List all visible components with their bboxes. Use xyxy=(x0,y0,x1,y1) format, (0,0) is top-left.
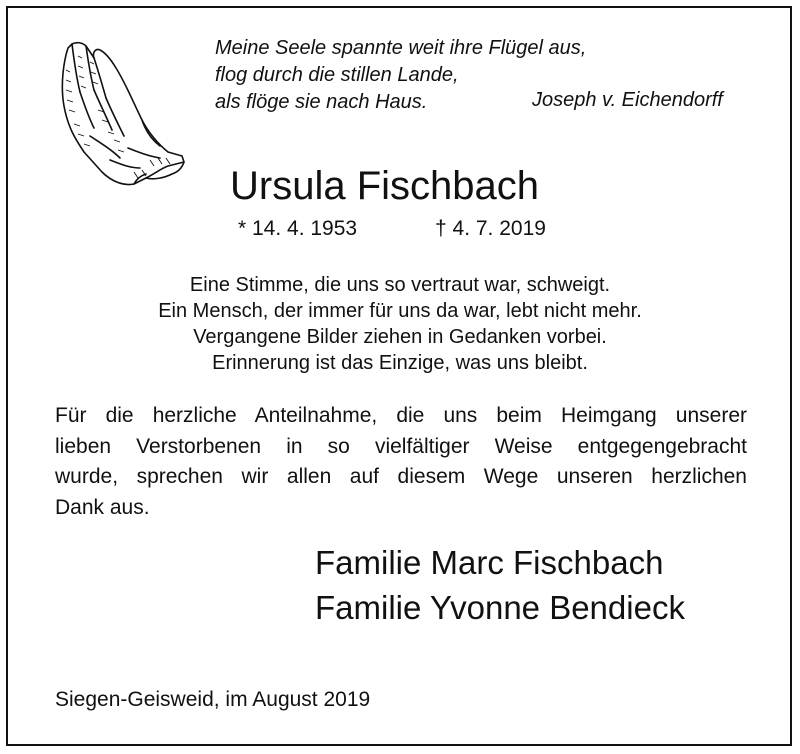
deceased-name: Ursula Fischbach xyxy=(230,164,540,208)
memorial-verse xyxy=(100,272,700,376)
family-name: Familie Marc Fischbach xyxy=(315,544,664,581)
poem-author: Joseph v. Eichendorff xyxy=(532,89,723,111)
poem-line: Meine Seele spannte weit ihre Flügel aus, xyxy=(215,37,587,59)
verse-line: Erinnerung ist das Einzige, was uns bleibt. xyxy=(212,352,588,374)
birth-date: * 14. 4. 1953 xyxy=(238,217,358,240)
praying-hands-icon xyxy=(50,40,190,190)
family-signatures xyxy=(315,540,685,630)
death-date: † 4. 7. 2019 xyxy=(435,217,546,240)
verse-line: Eine Stimme, die uns so vertraut war, schweigt. xyxy=(189,274,611,296)
place-and-date: Siegen-Geisweid, im August 2019 xyxy=(55,688,371,711)
thanks-line: Dank aus. xyxy=(55,495,150,519)
family-name: Familie Yvonne Bendieck xyxy=(315,589,685,626)
verse-line: Vergangene Bilder ziehen in Gedanken vorbei. xyxy=(193,326,607,348)
poem-line: flog durch die stillen Lande, xyxy=(215,64,459,86)
poem-line: als flöge sie nach Haus. xyxy=(215,91,428,113)
thanks-paragraph xyxy=(55,401,747,523)
verse-line: Ein Mensch, der immer für uns da war, lebt nicht mehr. xyxy=(158,300,642,322)
thanks-line: wurde, sprechen wir allen auf diesem Wege unseren herzlichen xyxy=(55,465,747,488)
thanks-line: Für die herzliche Anteilnahme, die uns beim Heimgang unserer xyxy=(55,404,747,427)
thanks-line: lieben Verstorbenen in so vielfältiger Weise entgegengebracht xyxy=(55,434,747,458)
